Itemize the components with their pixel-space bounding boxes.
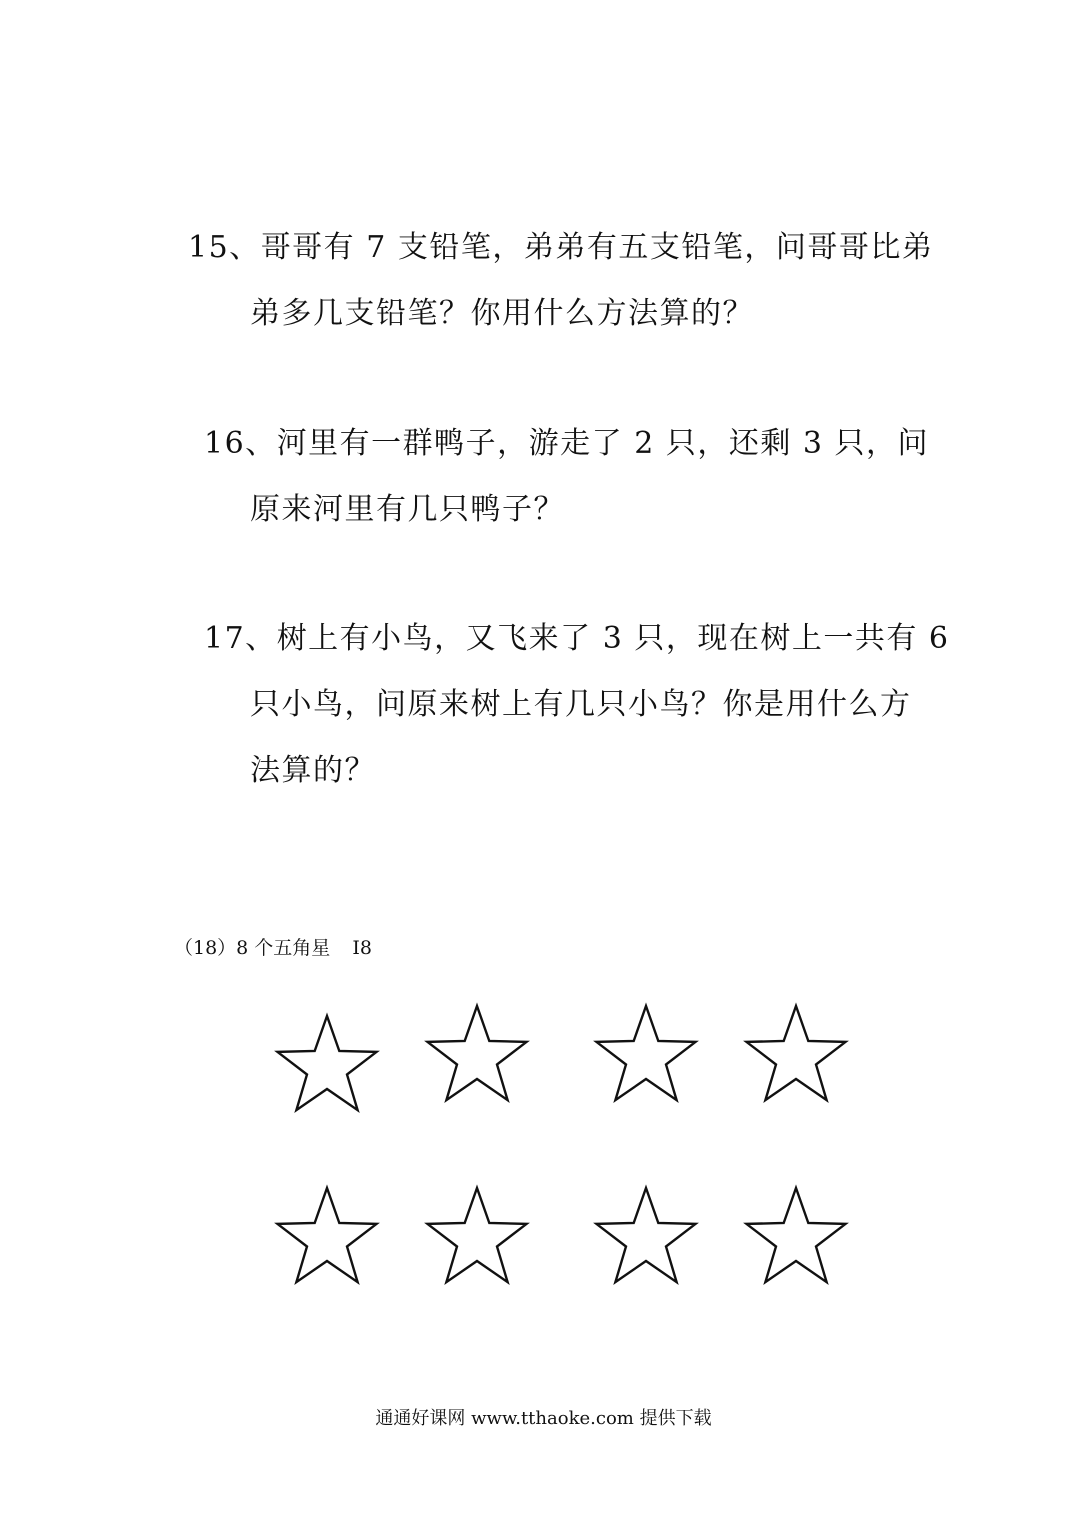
figure-tag: I8 [352, 937, 372, 959]
star-icon [428, 1006, 527, 1100]
question-17-line-1: 17、树上有小鸟，又飞来了 3 只，现在树上一共有 6 [204, 621, 950, 656]
question-17-line-3: 法算的？ [250, 753, 376, 788]
star-icon [278, 1016, 377, 1110]
question-number: 15、 [188, 230, 261, 265]
star-icon [278, 1188, 377, 1282]
star-icon [597, 1188, 696, 1282]
star-icon [747, 1006, 846, 1100]
star-icon [597, 1006, 696, 1100]
question-number: 16、 [204, 426, 277, 461]
star-icon [747, 1188, 846, 1282]
page-footer: 通通好课网 www.tthaoke.com 提供下载 [375, 1408, 712, 1429]
question-16-line-2: 原来河里有几只鸭子？ [250, 492, 565, 527]
question-15-line-1: 15、哥哥有 7 支铅笔，弟弟有五支铅笔，问哥哥比弟 [188, 230, 934, 265]
question-number: 17、 [204, 621, 277, 656]
question-17-line-2: 只小鸟，问原来树上有几只小鸟？你是用什么方 [250, 687, 912, 722]
figure-caption-text: （18）8 个五角星 [174, 937, 331, 959]
question-16-line-1: 16、河里有一群鸭子，游走了 2 只，还剩 3 只，问 [204, 426, 930, 461]
star-icon [428, 1188, 527, 1282]
question-15-line-2: 弟多几支铅笔？你用什么方法算的？ [250, 296, 754, 331]
